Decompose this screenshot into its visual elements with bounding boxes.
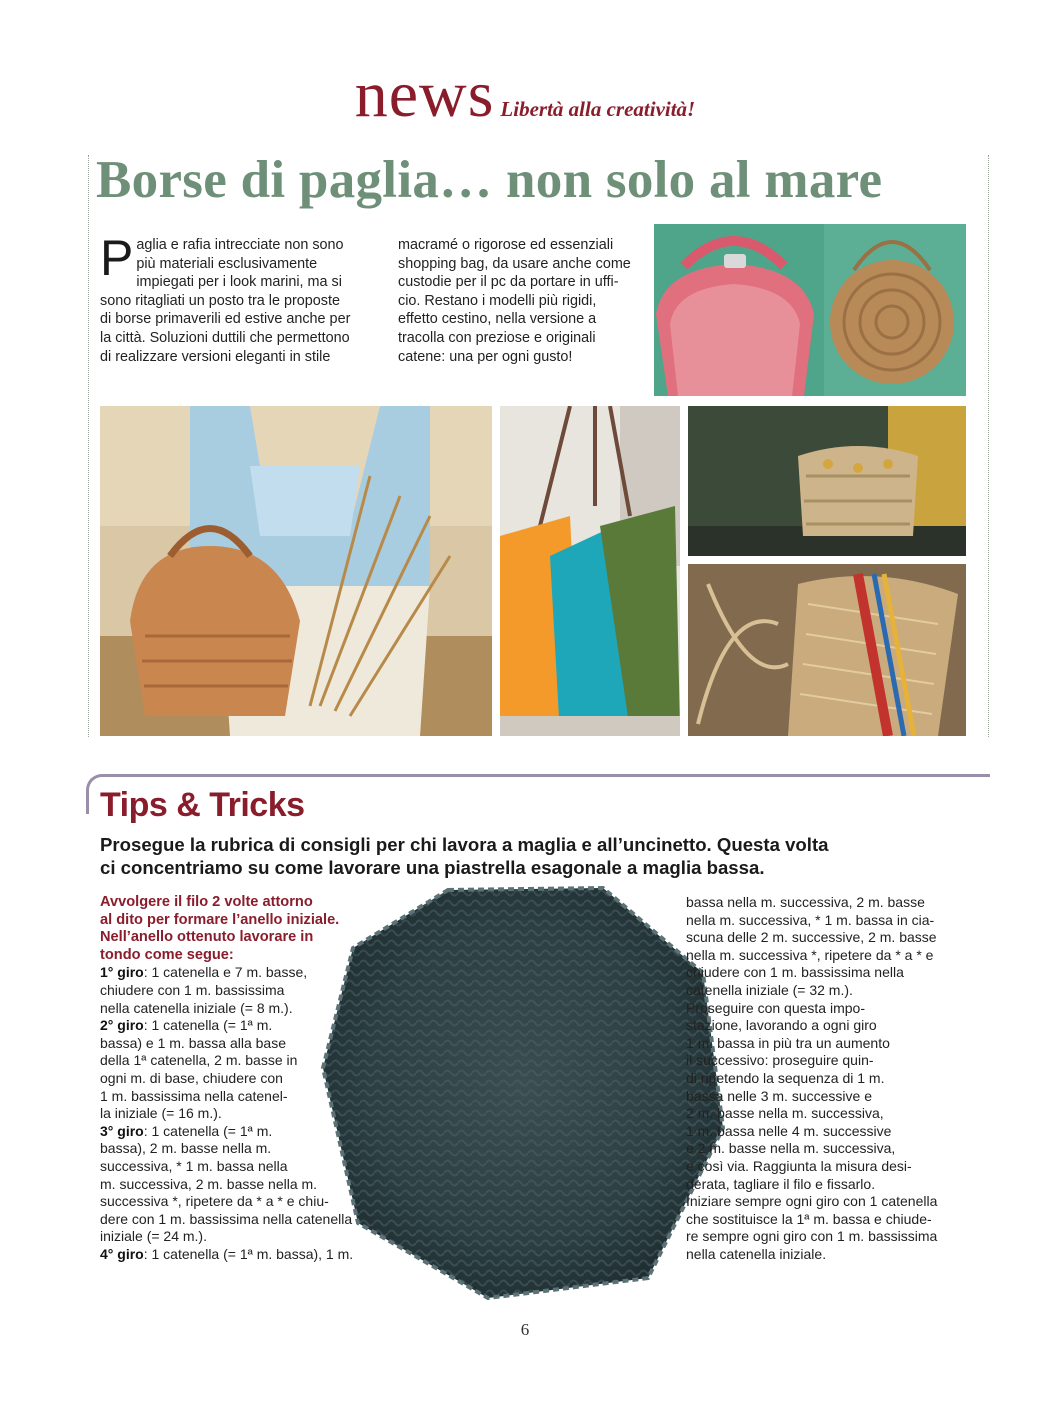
drop-cap: P <box>100 230 134 286</box>
step-line: : 1 catenella e 7 m. basse, <box>143 964 308 981</box>
article-line: sono ritagliati un posto tra le proposte <box>100 292 340 309</box>
article-line: tracolla con preziose e originali <box>398 329 596 346</box>
crochet-hexagon-tile-photo <box>318 878 728 1308</box>
instruction-line: e 2 m. basse nella m. successiva, <box>686 1140 896 1157</box>
step-line: bassa) e 1 m. bassa alla base <box>100 1034 286 1051</box>
instruction-line: bassa nelle 3 m. successive e <box>686 1087 872 1104</box>
article-line: effetto cestino, nella versione a <box>398 311 597 328</box>
tips-lead <box>100 833 980 879</box>
tips-title: Tips & Tricks <box>100 786 305 824</box>
page-number: 6 <box>520 1320 530 1339</box>
step-line: : 1 catenella (= 1ª m. <box>143 1017 273 1034</box>
step-line: m. successiva, 2 m. basse nella m. <box>100 1175 318 1192</box>
instruction-line: 1 m. bassa nelle 4 m. successive <box>686 1122 892 1139</box>
pink-bag-photo <box>654 224 966 396</box>
article-line: macramé o rigorose ed essenziali <box>398 237 614 253</box>
instruction-line: 2 m. basse nella m. successiva, <box>686 1105 884 1122</box>
instruction-line: nella m. successiva *, ripetere da * a * e <box>686 946 934 963</box>
instructions-column-3 <box>686 894 970 1263</box>
article-title: Borse di paglia… non solo al mare <box>96 151 883 209</box>
step-line: : 1 catenella (= 1ª m. bassa), 1 m. <box>143 1245 354 1262</box>
article-line: più materiali esclusivamente <box>136 255 318 272</box>
step-line: iniziale (= 24 m.). <box>100 1228 207 1245</box>
article-line: di realizzare versioni eleganti in stile <box>100 348 331 365</box>
step-line: dere con 1 m. bassissima nella catenella <box>100 1210 353 1227</box>
article-line: cio. Restano i modelli più rigidi, <box>398 292 597 309</box>
article-line: impiegati per i look marini, ma si <box>136 274 342 291</box>
article-line: catene: una per ogni gusto! <box>398 348 573 365</box>
instruction-line: che sostituisce la 1ª m. bassa e chiude- <box>686 1210 932 1227</box>
basket-bag-photo <box>688 406 966 556</box>
instruction-line: e così via. Raggiunta la misura desi- <box>686 1157 912 1174</box>
step-line: : 1 catenella (= 1ª m. <box>143 1122 273 1139</box>
intro-line: tondo come segue: <box>100 946 234 963</box>
intro-line: Avvolgere il filo 2 volte attorno <box>100 894 313 910</box>
instruction-line: catenella iniziale (= 32 m.). <box>686 981 853 998</box>
instruction-line: Iniziare sempre ogni giro con 1 catenella <box>686 1193 938 1210</box>
article-line: custodie per il pc da portare in uffi- <box>398 274 619 291</box>
instruction-line: il successivo: proseguire quin- <box>686 1052 874 1069</box>
instruction-line: stazione, lavorando a ogni giro <box>686 1017 877 1034</box>
step-line: della 1ª catenella, 2 m. basse in <box>100 1052 298 1069</box>
instruction-line: nella m. successiva, * 1 m. bassa in cia- <box>686 911 935 928</box>
instruction-line: scuna delle 2 m. successive, 2 m. basse <box>686 929 937 946</box>
article-line: shopping bag, da usare anche come <box>398 255 631 272</box>
step-line: 1 m. bassissima nella catenel- <box>100 1087 288 1104</box>
step-line: la iniziale (= 16 m.). <box>100 1105 222 1122</box>
step-line: bassa), 2 m. basse nella m. <box>100 1140 272 1157</box>
section-tagline: Libertà alla creatività! <box>500 97 696 121</box>
step-label: 4° giro <box>100 1245 144 1262</box>
step-label: 3° giro <box>100 1122 144 1139</box>
article-column-1-text <box>100 230 376 366</box>
article-column-1 <box>100 230 376 366</box>
instruction-line: bassa nella m. successiva, 2 m. basse <box>686 894 925 910</box>
step-label: 1° giro <box>100 964 144 981</box>
column-rule-right <box>988 155 989 737</box>
section-header <box>0 58 1050 131</box>
article-line: la città. Soluzioni duttili che permettono <box>100 329 350 346</box>
instruction-line: 1 m. bassa in più tra un aumento <box>686 1034 890 1051</box>
tips-lead-line: Prosegue la rubrica di consigli per chi lavora a maglia e all’uncinetto. Questa volta <box>100 834 829 855</box>
step-label: 2° giro <box>100 1017 144 1034</box>
step-line: ogni m. di base, chiudere con <box>100 1069 283 1086</box>
instruction-line: nella catenella iniziale. <box>686 1245 827 1262</box>
intro-line: al dito per formare l’anello iniziale. <box>100 911 340 928</box>
step-line: successiva, * 1 m. bassa nella <box>100 1157 288 1174</box>
instruction-line: Proseguire con questa impo- <box>686 999 865 1016</box>
article-column-2 <box>398 236 656 366</box>
instruction-line: di ripetendo la sequenza di 1 m. <box>686 1069 885 1086</box>
article-line: aglia e rafia intrecciate non sono <box>136 237 344 253</box>
colored-bags-photo <box>500 406 680 736</box>
article-column-2-text <box>398 236 656 366</box>
instruction-line: re sempre ogni giro con 1 m. bassissima <box>686 1228 938 1245</box>
step-line: nella catenella iniziale (= 8 m.). <box>100 999 293 1016</box>
straw-bag-wheat-photo <box>100 406 492 736</box>
section-name: news <box>354 58 495 131</box>
tips-lead-line: ci concentriamo su come lavorare una piastrella esagonale a maglia bassa. <box>100 857 765 878</box>
instruction-line: derata, tagliare il filo e fissarlo. <box>686 1175 876 1192</box>
macrame-bag-photo <box>688 564 966 736</box>
article-line: di borse primaverili ed estive anche per <box>100 311 351 328</box>
step-line: successiva *, ripetere da * a * e chiu- <box>100 1193 329 1210</box>
column-rule-left <box>88 155 89 737</box>
step-line: chiudere con 1 m. bassissima <box>100 981 285 998</box>
intro-line: Nell’anello ottenuto lavorare in <box>100 929 314 946</box>
instruction-line: chiudere con 1 m. bassissima nella <box>686 964 904 981</box>
